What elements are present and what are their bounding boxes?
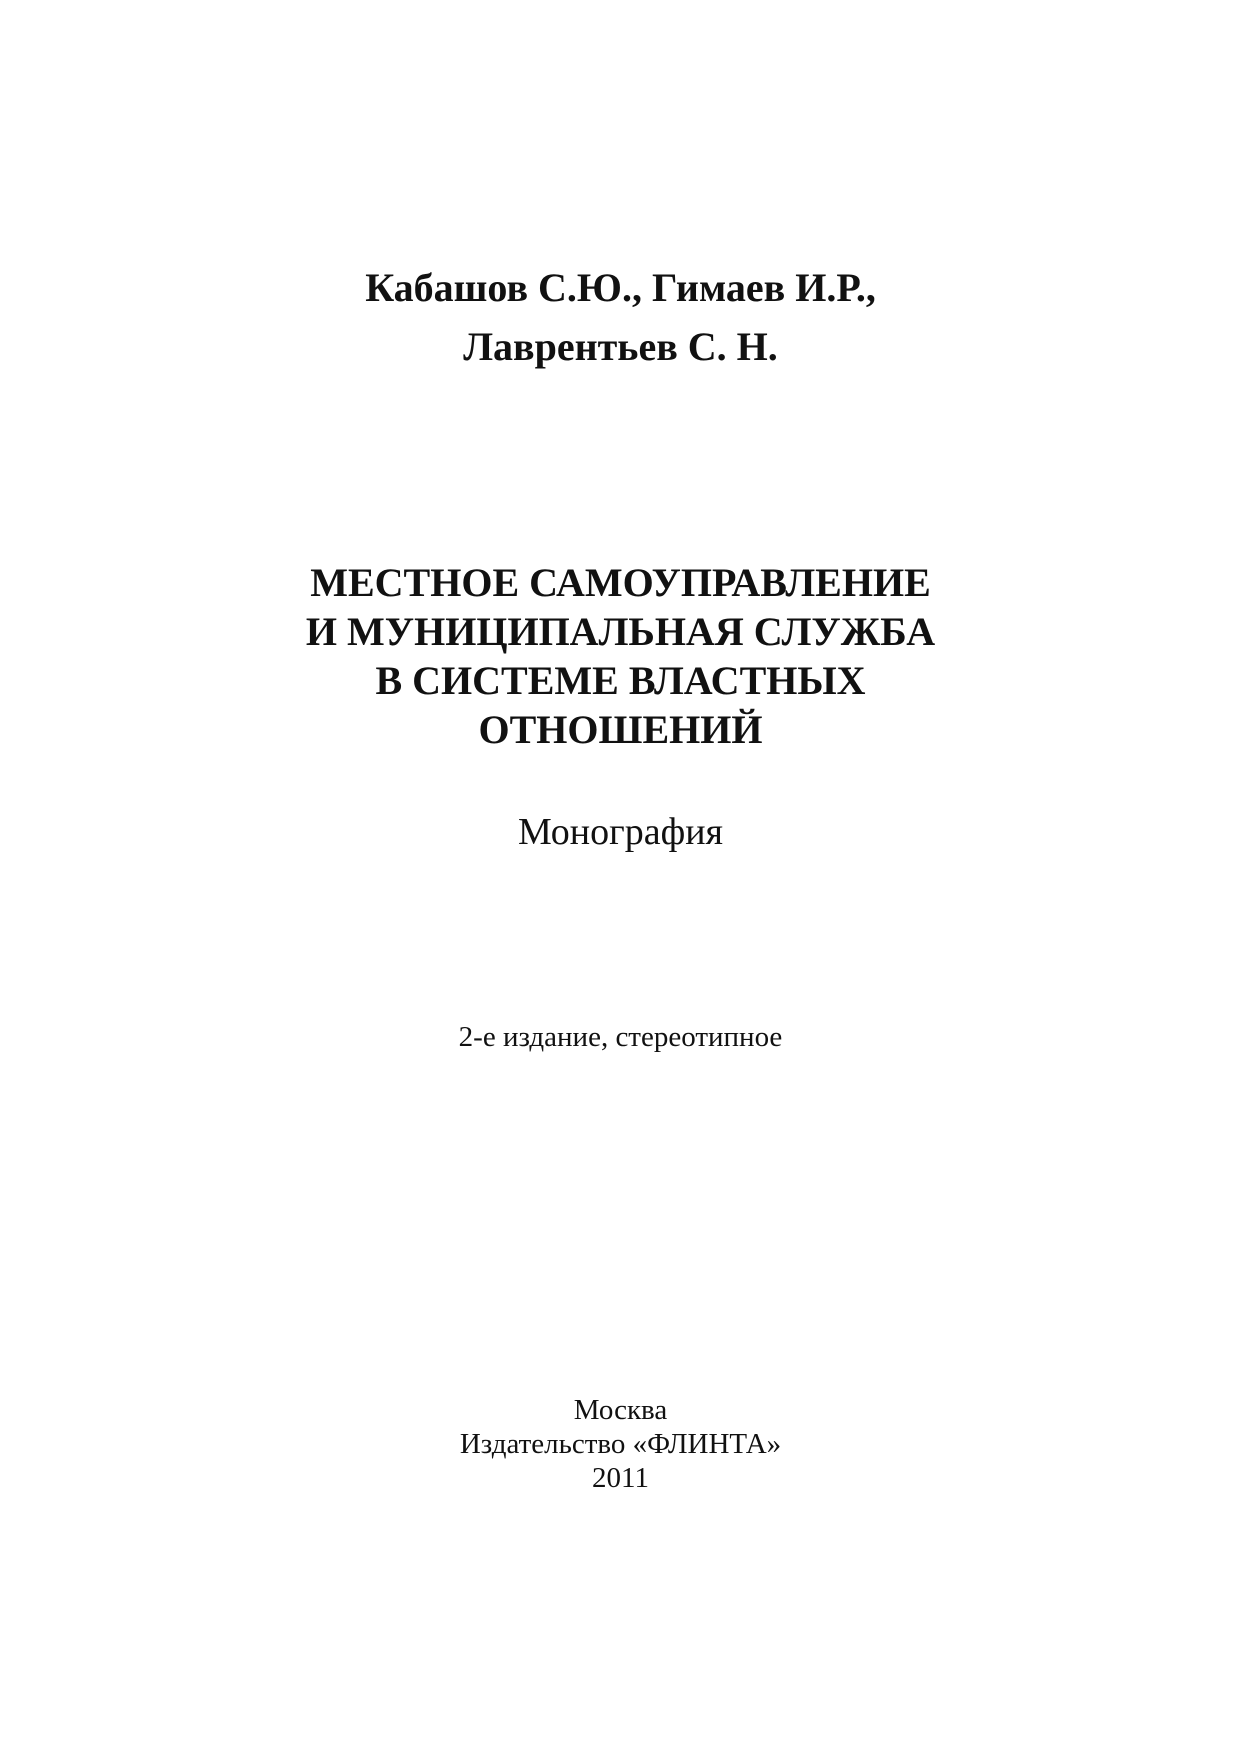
title-line-1: МЕСТНОЕ САМОУПРАВЛЕНИЕ bbox=[310, 560, 931, 605]
imprint-publisher: Издательство «ФЛИНТА» bbox=[459, 1428, 782, 1460]
imprint bbox=[0, 1393, 1241, 1495]
title-line-3: В СИСТЕМЕ ВЛАСТНЫХ bbox=[375, 658, 866, 703]
authors-line-1: Кабашов С.Ю., Гимаев И.Р., bbox=[365, 265, 876, 310]
authors-line-2: Лаврентьев С. Н. bbox=[463, 324, 778, 369]
book-title bbox=[0, 558, 1241, 754]
imprint-city: Москва bbox=[573, 1394, 668, 1426]
edition-note: 2-е издание, стереотипное bbox=[458, 1021, 783, 1053]
title-line-2: И МУНИЦИПАЛЬНАЯ СЛУЖБА bbox=[305, 609, 936, 654]
authors bbox=[0, 258, 1241, 376]
title-line-4: ОТНОШЕНИЙ bbox=[478, 707, 763, 752]
book-subtitle: Монография bbox=[517, 811, 724, 853]
imprint-year: 2011 bbox=[592, 1462, 649, 1494]
